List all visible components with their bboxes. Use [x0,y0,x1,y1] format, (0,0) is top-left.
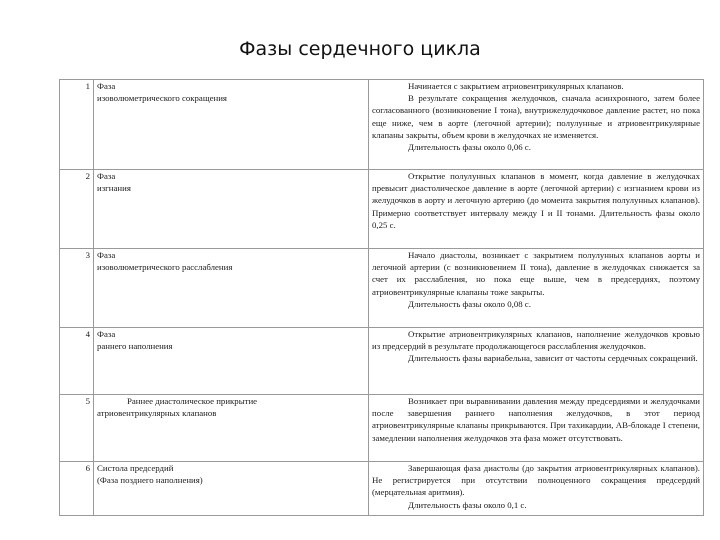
row-number: 5 [60,395,94,462]
row-number: 3 [60,249,94,328]
phase-name-line-2: раннего наполнения [97,341,173,352]
phase-name [94,80,369,170]
phase-name [94,462,369,516]
phase-name-line-1: Фаза [97,171,116,181]
row-number: 6 [60,462,94,516]
row-number: 2 [60,170,94,249]
description-paragraph: Длительность фазы около 0,1 с. [408,499,527,510]
description-paragraph: Завершающая фаза диастолы (до закрытия атриовентрикулярных клапанов). Не регистрируется при отсутствии полноценного сокращения предсердий (мерцательная аритмия). [372,463,700,498]
phase-description [369,462,704,516]
phases-table [59,79,704,516]
phase-description [369,328,704,395]
phase-description [369,80,704,170]
table-row [60,170,704,249]
phase-name-line-1: Фаза [97,250,116,260]
description-paragraph: Длительность фазы около 0,06 с. [408,142,531,153]
description-paragraph: В результате сокращения желудочков, сначала асинхронного, затем более согласованного (возникновение I тона), внутрижелудочковое давление растет, но пока еще ниже, чем в аорте (легочной артерии); полулунные и атриовентрикулярные клапаны закрыты, объем крови в желудочках не изменяется. [372,93,700,140]
page-title: Фазы сердечного цикла [239,38,481,60]
table-row [60,80,704,170]
phase-name-line-1: Систола предсердий [97,463,174,473]
phase-name-line-1: Фаза [97,329,116,339]
phase-name-line-2: изоволюметрического сокращения [97,93,227,104]
description-paragraph: Возникает при выравнивании давления между предсердиями и желудочками после завершения раннего наполнения желудочков, в этот период атриовентрикулярные клапаны прикрываются. При тахикардии, AB-блокаде I степени, замедлении наполнения желудочков эта фаза может отсутствовать. [372,396,700,443]
phase-name-line-2: атриовентрикулярных клапанов [97,408,217,419]
description-paragraph: Длительность фазы около 0,08 с. [408,298,531,309]
row-number: 1 [60,80,94,170]
description-paragraph: Длительность фазы вариабельна, зависит от частоты сердечных сокращений. [408,353,698,364]
description-paragraph: Открытие полулунных клапанов в момент, когда давление в желудочках превысит диастолическое давление в аорте (легочной артерии) с изгнанием крови из желудочков в аорту и легочную артерию (до момента закрытия полулунных клапанов). Примерно соответствует интервалу между I и II тонами. Длительность фазы около 0,25 с. [372,171,700,230]
table-row [60,328,704,395]
phase-name-line-1: Фаза [97,81,116,91]
phase-name [94,328,369,395]
phase-name-line-2: изоволюметрического расслабления [97,262,233,273]
description-paragraph: Открытие атриовентрикулярных клапанов, наполнение желудочков кровью из предсердий в результате продолжающегося расслабления желудочков. [372,329,700,352]
description-paragraph: Начинается с закрытием атриовентрикулярных клапанов. [408,81,624,91]
phase-name-line-2: изгнания [97,183,131,194]
phase-name-line-1: Раннее диастолическое прикрытие [127,396,258,406]
phase-name-line-2: (Фаза позднего наполнения) [97,475,203,486]
table-row [60,249,704,328]
description-paragraph: Начало диастолы, возникает с закрытием полулунных клапанов аорты и легочной артерии (с возникновением II тона), давление в желудочках снижается за счет их расслабления, но пока еще выше, чем в предсердиях, поэтому атриовентрикулярные клапаны тоже закрыты. [372,250,700,297]
phase-description [369,395,704,462]
phase-name [94,395,369,462]
phase-description [369,249,704,328]
table-row [60,462,704,516]
phase-description [369,170,704,249]
phase-name [94,170,369,249]
row-number: 4 [60,328,94,395]
table-row [60,395,704,462]
phase-name [94,249,369,328]
